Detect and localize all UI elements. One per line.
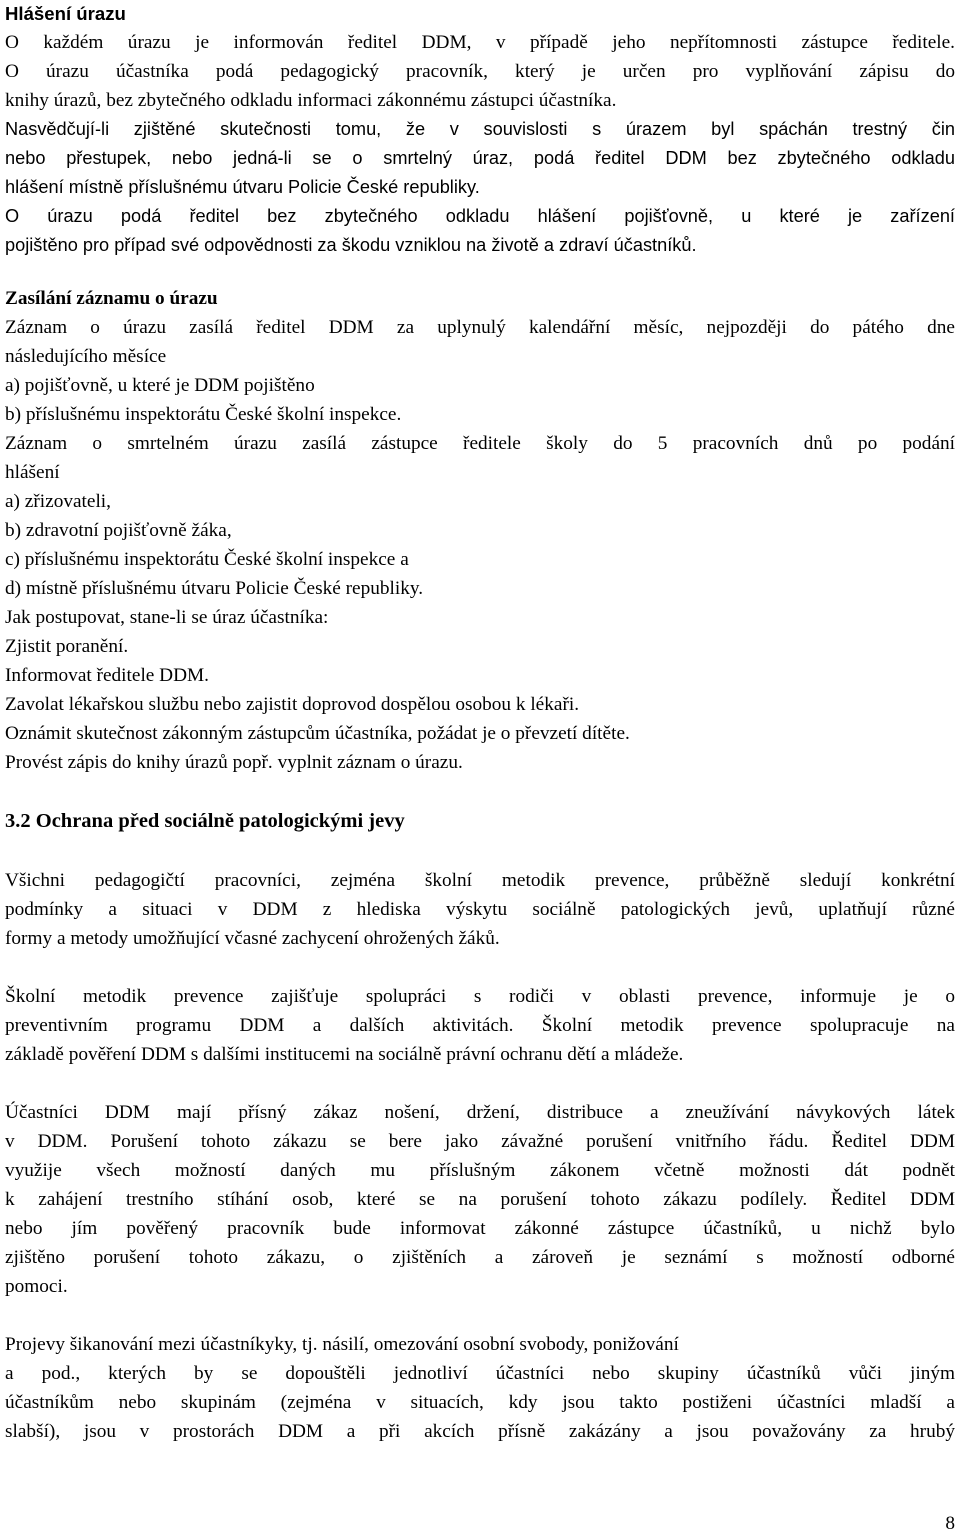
paragraph-line: využije všech možností daných mu příslušným zákonem včetně možnosti dát podnět [5, 1160, 955, 1181]
paragraph-line: Záznam o úrazu zasílá ředitel DDM za uplynulý kalendářní měsíc, nejpozději do pátého dne [5, 317, 955, 338]
step-line: Zjistit poranění. [5, 636, 129, 657]
section-heading-zasilani-zaznamu: Zasílání záznamu o úrazu [5, 288, 218, 309]
paragraph-line: základě pověření DDM s dalšími institucemi na sociálně právní ochranu dětí a mládeže. [5, 1044, 684, 1065]
paragraph-line: Školní metodik prevence zajišťuje spolupráci s rodiči v oblasti prevence, informuje je o [5, 986, 955, 1007]
step-line: Zavolat lékařskou službu nebo zajistit doprovod dospělou osobou k lékaři. [5, 694, 580, 715]
paragraph-line: hlášení [5, 462, 60, 483]
paragraph-line: pomoci. [5, 1276, 68, 1297]
paragraph-line: v DDM. Porušení tohoto zákazu se bere jako závažné porušení vnitřního řádu. Ředitel DDM [5, 1131, 955, 1152]
paragraph-line: nebo přestupek, nebo jedná-li se o smrtelný úraz, podá ředitel DDM bez zbytečného odkladu [5, 148, 955, 168]
list-item: d) místně příslušnému útvaru Policie České republiky. [5, 578, 424, 599]
paragraph-line: Záznam o smrtelném úrazu zasílá zástupce ředitele školy do 5 pracovních dnů po podání [5, 433, 955, 454]
paragraph-line: nebo jím pověřený pracovník bude informovat zákonné zástupce účastníků, u nichž bylo [5, 1218, 955, 1239]
paragraph-line: podmínky a situaci v DDM z hlediska výskytu sociálně patologických jevů, uplatňují různé [5, 899, 955, 920]
paragraph-line: hlášení místně příslušnému útvaru Policie České republiky. [5, 177, 480, 197]
paragraph-1 [5, 866, 955, 953]
paragraph-2 [5, 982, 955, 1069]
paragraph-line: účastníkům nebo skupinám (zejména v situacích, kdy jsou takto postiženi účastníci mladší a [5, 1392, 955, 1413]
section-heading-3-2: 3.2 Ochrana před sociálně patologickými jevy [5, 810, 405, 832]
step-line: Informovat ředitele DDM. [5, 665, 209, 686]
paragraph-line: preventivním programu DDM a dalších aktivitách. Školní metodik prevence spolupracuje na [5, 1015, 955, 1036]
paragraph-line: Projevy šikanování mezi účastníkyky, tj. násilí, omezování osobní svobody, ponižování [5, 1334, 679, 1355]
step-line: Provést zápis do knihy úrazů popř. vyplnit záznam o úrazu. [5, 752, 463, 773]
paragraph-line: Jak postupovat, stane-li se úraz účastníka: [5, 607, 329, 628]
paragraph-line: formy a metody umožňující včasné zachycení ohrožených žáků. [5, 928, 500, 949]
paragraph-line: O úrazu účastníka podá pedagogický pracovník, který je určen pro vyplňování zápisu do [5, 61, 955, 82]
paragraph-line: O každém úrazu je informován ředitel DDM, v případě jeho nepřítomnosti zástupce ředitele. [5, 32, 955, 53]
section-heading-hlaseni-urazu: Hlášení úrazu [5, 3, 126, 24]
paragraph-line: pojištěno pro případ své odpovědnosti za škodu vzniklou na životě a zdraví účastníků. [5, 235, 697, 255]
step-line: Oznámit skutečnost zákonným zástupcům účastníka, požádat je o převzetí dítěte. [5, 723, 630, 744]
paragraph-line: Účastníci DDM mají přísný zákaz nošení, držení, distribuce a zneužívání návykových látek [5, 1102, 955, 1123]
list-item: a) zřizovateli, [5, 491, 111, 512]
page-number: 8 [945, 1513, 955, 1534]
paragraph-line: knihy úrazů, bez zbytečného odkladu informaci zákonnému zástupci účastníka. [5, 90, 617, 111]
paragraph-line: Nasvědčují-li zjištěné skutečnosti tomu, že v souvislosti s úrazem byl spáchán trestný čin [5, 119, 955, 139]
paragraph-4 [5, 1330, 955, 1446]
list-item: c) příslušnému inspektorátu České školní inspekce a [5, 549, 409, 570]
paragraph-line: zjištěno porušení tohoto zákazu, o zjištěních a zároveň je seznámí s možností odborné [5, 1247, 955, 1268]
document-page [5, 0, 955, 1446]
paragraph-3 [5, 1098, 955, 1301]
list-item: b) zdravotní pojišťovně žáka, [5, 520, 232, 541]
paragraph-line: O úrazu podá ředitel bez zbytečného odkladu hlášení pojišťovně, u které je zařízení [5, 206, 955, 226]
paragraph-line: a pod., kterých by se dopouštěli jednotliví účastníci nebo skupiny účastníků vůči jiným [5, 1363, 955, 1384]
list-item: b) příslušnému inspektorátu České školní inspekce. [5, 404, 402, 425]
paragraph-line: Všichni pedagogičtí pracovníci, zejména školní metodik prevence, průběžně sledují konkrétní [5, 870, 955, 891]
paragraph-line: slabší), jsou v prostorách DDM a při akcích přísně zakázány a jsou považovány za hrubý [5, 1421, 955, 1442]
paragraph-line: následujícího měsíce [5, 346, 167, 367]
paragraph-line: k zahájení trestního stíhání osob, které se na porušení tohoto zákazu podílely. Ředitel DDM [5, 1189, 955, 1210]
list-item: a) pojišťovně, u které je DDM pojištěno [5, 375, 315, 396]
